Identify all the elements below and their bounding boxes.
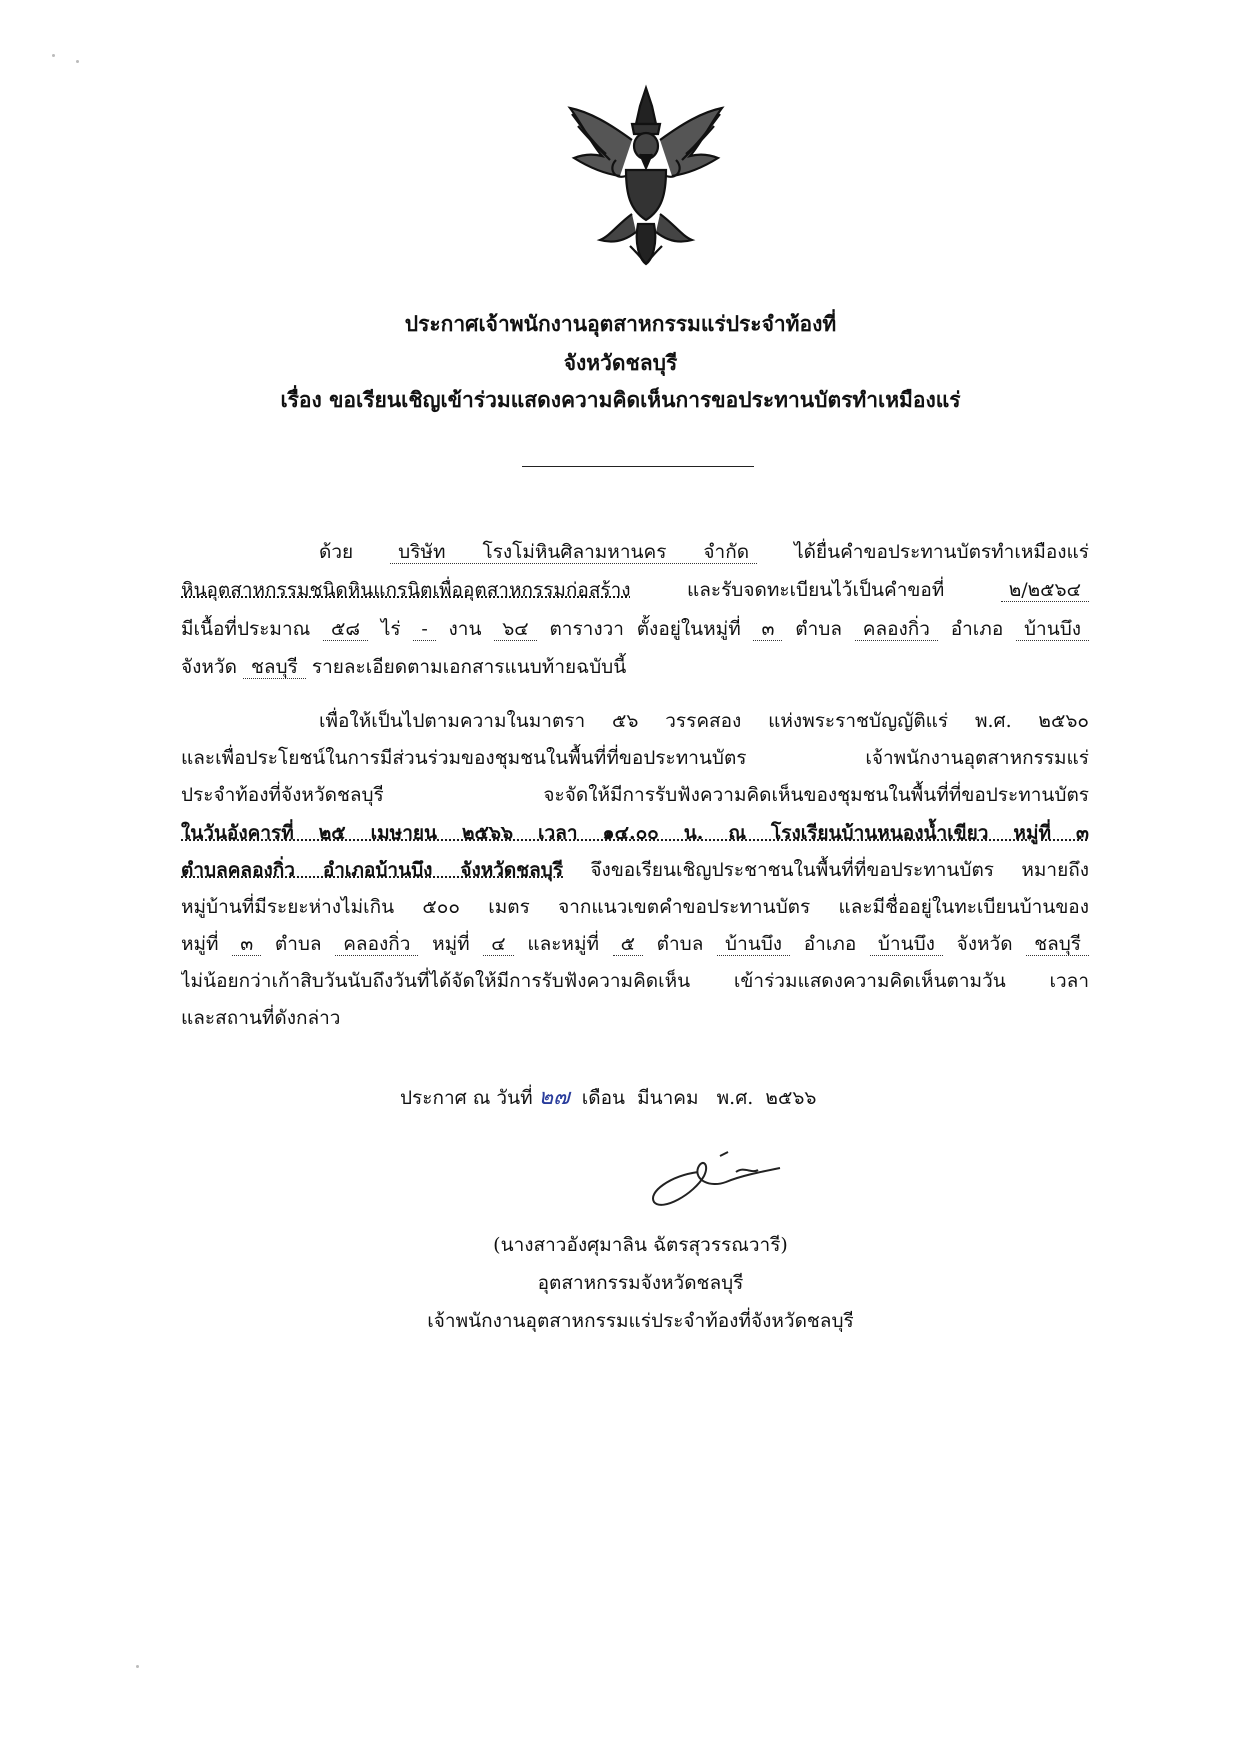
- area-wa: ๖๔: [494, 618, 536, 641]
- text: ตำบล: [274, 933, 322, 955]
- text: พ.ศ.: [716, 1087, 754, 1109]
- signatory-position: อุตสาหกรรมจังหวัดชลบุรี: [537, 1272, 744, 1294]
- village-number: ๕: [613, 933, 643, 956]
- signatory-name: (นางสาวอังศุมาลิน ฉัตรสุวรรณวารี): [493, 1234, 788, 1256]
- text: ประกาศ ณ วันที่: [400, 1087, 533, 1109]
- signatory-official-title: เจ้าพนักงานอุตสาหกรรมแร่ประจำท้องที่จังหวัดชลบุรี: [427, 1310, 854, 1332]
- village-number: ๔: [483, 933, 513, 956]
- text: หมู่ที่: [181, 933, 219, 955]
- tambon: บ้านบึง: [717, 933, 790, 956]
- handwritten-day: ๒๗: [538, 1085, 570, 1110]
- signature-icon: [640, 1142, 790, 1212]
- text: ได้ยื่นคำขอประทานบัตรทำเหมืองแร่: [794, 541, 1089, 563]
- para2-line6: หมู่บ้านที่มีระยะห่างไม่เกิน ๕๐๐ เมตร จากแนวเขตคำขอประทานบัตร และมีชื่ออยู่ในทะเบียนบ้านของ: [181, 896, 1089, 918]
- tambon: คลองกิ่ว: [855, 618, 938, 641]
- para2-line2: และเพื่อประโยชน์ในการมีส่วนร่วมของชุมชนในพื้นที่ที่ขอประทานบัตร เจ้าพนักงานอุตสาหกรรมแร่: [181, 747, 1089, 769]
- text: ตำบล: [656, 933, 704, 955]
- para2-line4-hearing-date: ในวันอังคารที่ ๒๕ เมษายน ๒๕๖๖ เวลา ๑๔.๐๐ น. ณ โรงเรียนบ้านหนองน้ำเขียว หมู่ที่ ๓: [181, 822, 1089, 844]
- province: ชลบุรี: [1026, 933, 1089, 956]
- text: รายละเอียดตามเอกสารแนบท้ายฉบับนี้: [311, 656, 627, 678]
- text: อำเภอ: [950, 618, 1004, 640]
- para2-line8: ไม่น้อยกว่าเก้าสิบวันนับถึงวันที่ได้จัดให้มีการรับฟังความคิดเห็น เข้าร่วมแสดงความคิดเห็นตามวัน เวลา: [181, 970, 1089, 992]
- para1-line4: [181, 652, 1089, 682]
- scan-speck: [136, 1665, 139, 1668]
- mineral-type: หินอุตสาหกรรมชนิดหินแกรนิตเพื่ออุตสาหกรรมก่อสร้าง: [181, 579, 631, 601]
- request-number: ๒/๒๕๖๔: [1001, 579, 1089, 602]
- announcement-date: [400, 1083, 816, 1113]
- text: และหมู่ที่: [527, 933, 599, 955]
- title-divider: [522, 466, 754, 467]
- scan-speck: [52, 54, 55, 57]
- amphoe: บ้านบึง: [1016, 618, 1089, 641]
- text: เดือน: [581, 1087, 626, 1109]
- announcement-subject: เรื่อง ขอเรียนเชิญเข้าร่วมแสดงความคิดเห็นการขอประทานบัตรทำเหมืองแร่: [280, 387, 961, 412]
- province: ชลบุรี: [243, 656, 306, 679]
- para2-line9: และสถานที่ดังกล่าว: [181, 1007, 341, 1029]
- hearing-location: ตำบลคลองกิ่ว อำเภอบ้านบึง จังหวัดชลบุรี: [181, 859, 564, 881]
- tambon: คลองกิ่ว: [335, 933, 418, 956]
- para1-line1: [181, 537, 1089, 567]
- garuda-emblem-icon: [560, 84, 732, 266]
- text: จึงขอเรียนเชิญประชาชนในพื้นที่ที่ขอประทานบัตร หมายถึง: [590, 859, 1089, 881]
- text: ตารางวา: [549, 618, 624, 640]
- text: ตั้งอยู่ในหมู่ที่: [636, 618, 741, 640]
- year: ๒๕๖๖: [765, 1087, 817, 1109]
- para2-line3: ประจำท้องที่จังหวัดชลบุรี จะจัดให้มีการรับฟังความคิดเห็นของชุมชนในพื้นที่ที่ขอประทานบัตร: [181, 784, 1089, 806]
- area-rai: ๕๘: [323, 618, 368, 641]
- area-ngan: -: [413, 618, 435, 641]
- text: หมู่ที่: [432, 933, 470, 955]
- text: และรับจดทะเบียนไว้เป็นคำขอที่: [687, 579, 945, 601]
- village-number: ๓: [753, 618, 782, 641]
- village-number: ๓: [232, 933, 261, 956]
- text: มีเนื้อที่ประมาณ: [181, 618, 311, 640]
- amphoe: บ้านบึง: [870, 933, 943, 956]
- text: ตำบล: [795, 618, 842, 640]
- company-name: บริษัท โรงโม่หินศิลามหานคร จำกัด: [390, 541, 757, 564]
- para1-line2: [181, 575, 1089, 605]
- text: งาน: [448, 618, 482, 640]
- announcement-province: จังหวัดชลบุรี: [563, 350, 678, 375]
- text: จังหวัด: [181, 656, 237, 678]
- para2-line1: เพื่อให้เป็นไปตามความในมาตรา ๕๖ วรรคสอง แห่งพระราชบัญญัติแร่ พ.ศ. ๒๕๖๐: [319, 710, 1089, 732]
- text: อำเภอ: [803, 933, 857, 955]
- text: จังหวัด: [956, 933, 1013, 955]
- para2-line5: [181, 855, 1089, 885]
- para2-line7: [181, 929, 1089, 959]
- para1-line3: [181, 614, 1089, 644]
- announcement-title: ประกาศเจ้าพนักงานอุตสาหกรรมแร่ประจำท้องที่: [404, 311, 837, 336]
- text: ไร่: [380, 618, 401, 640]
- month: มีนาคม: [637, 1087, 699, 1109]
- text: ด้วย: [319, 541, 354, 563]
- scan-speck: [76, 60, 79, 63]
